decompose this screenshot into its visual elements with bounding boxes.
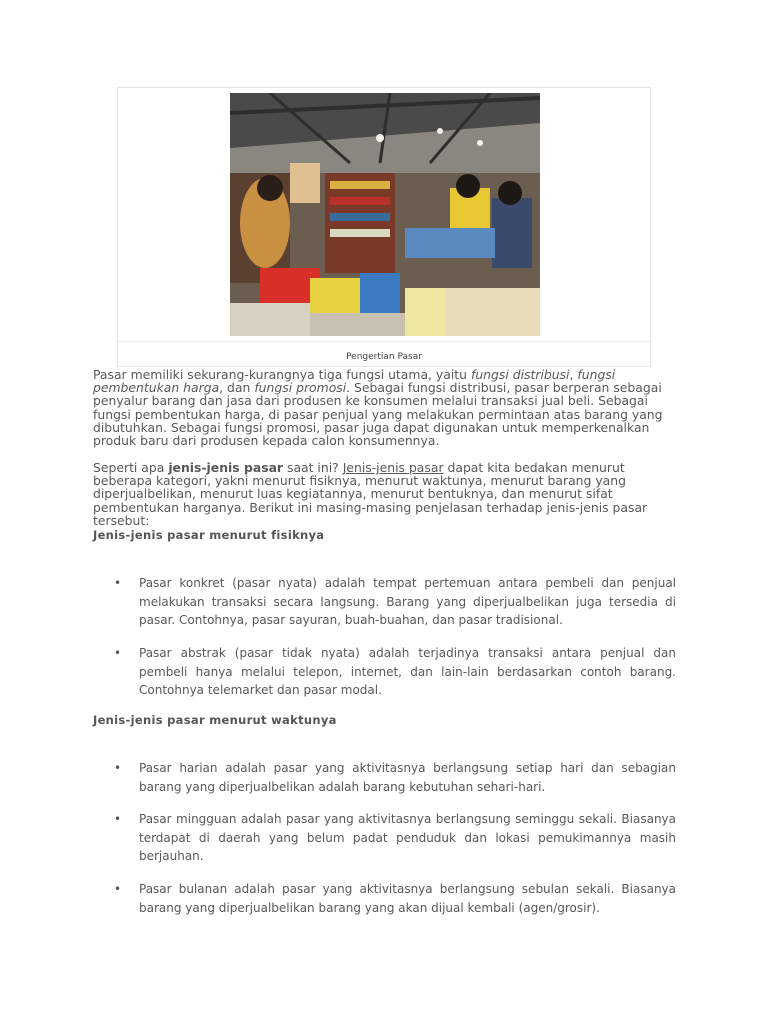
list-item: Pasar abstrak (pasar tidak nyata) adalah terjadinya transaksi antara penjual dan pembeli hanya melalui telepon, internet, dan lain-lain berdasarkan contoh barang. Contohnya telemarket dan pasar modal. [139, 646, 676, 698]
list-item: Pasar harian adalah pasar yang aktivitasnya berlangsung setiap hari dan sebagian barang yang diperjualbelikan adalah barang kebutuhan sehari-hari. [139, 761, 676, 794]
paragraph-fungsi-pasar: Pasar memiliki sekurang-kurangnya tiga fungsi utama, yaitu fungsi distribusi, fungsi pembentukan harga, dan fungsi promosi. Sebagai fungsi distribusi, pasar berperan sebagai penyalur barang dan jasa dari produsen ke konsumen melalui transaksi jual beli. Sebagai fungsi pembentukan harga, di pasar penjual yang melakukan permintaan atas barang yang dibutuhkan. Sebagai fungsi promosi, pasar juga dapat digunakan untuk memperkenalkan produk baru dari produsen kepada calon konsumennya. [93, 367, 663, 449]
market-photo [230, 93, 540, 336]
bullet-icon: • [114, 882, 122, 896]
list-item: Pasar mingguan adalah pasar yang aktivitasnya berlangsung seminggu sekali. Biasanya terdapat di daerah yang belum padat penduduk dan lokasi pemukimannya masih berjauhan. [139, 812, 676, 864]
figure-caption: Pengertian Pasar [346, 352, 422, 362]
list-item: Pasar bulanan adalah pasar yang aktivitasnya berlangsung sebulan sekali. Biasanya barang yang diperjualbelikan barang yang akan dijual kembali (agen/grosir). [139, 882, 676, 915]
bullet-icon: • [114, 576, 122, 590]
heading-menurut-waktunya: Jenis-jenis pasar menurut waktunya [93, 713, 337, 727]
heading-menurut-fisiknya: Jenis-jenis pasar menurut fisiknya [93, 528, 325, 542]
market-photo-illustration [230, 93, 540, 336]
figure-divider [118, 341, 650, 342]
paragraph-jenis-pasar: Seperti apa jenis-jenis pasar saat ini? Jenis-jenis pasar dapat kita bedakan menurut beberapa kategori, yakni menurut fisiknya, menurut waktunya, menurut barang yang diperjualbelikan, menurut luas kegiatannya, menurut bentuknya, dan menurut sifat pembentukan harganya. Berikut ini masing-masing penjelasan terhadap jenis-jenis pasar tersebut: [93, 460, 648, 528]
bullet-icon: • [114, 761, 122, 775]
figure [117, 87, 651, 367]
bullet-icon: • [114, 812, 122, 826]
bullet-icon: • [114, 646, 122, 660]
link-jenis-jenis-pasar[interactable]: Jenis-jenis pasar [342, 460, 444, 475]
list-item: Pasar konkret (pasar nyata) adalah tempat pertemuan antara pembeli dan penjual melakukan transaksi secara langsung. Barang yang diperjualbelikan juga tersedia di pasar. Contohnya, pasar sayuran, buah-buahan, dan pasar tradisional. [139, 576, 676, 628]
